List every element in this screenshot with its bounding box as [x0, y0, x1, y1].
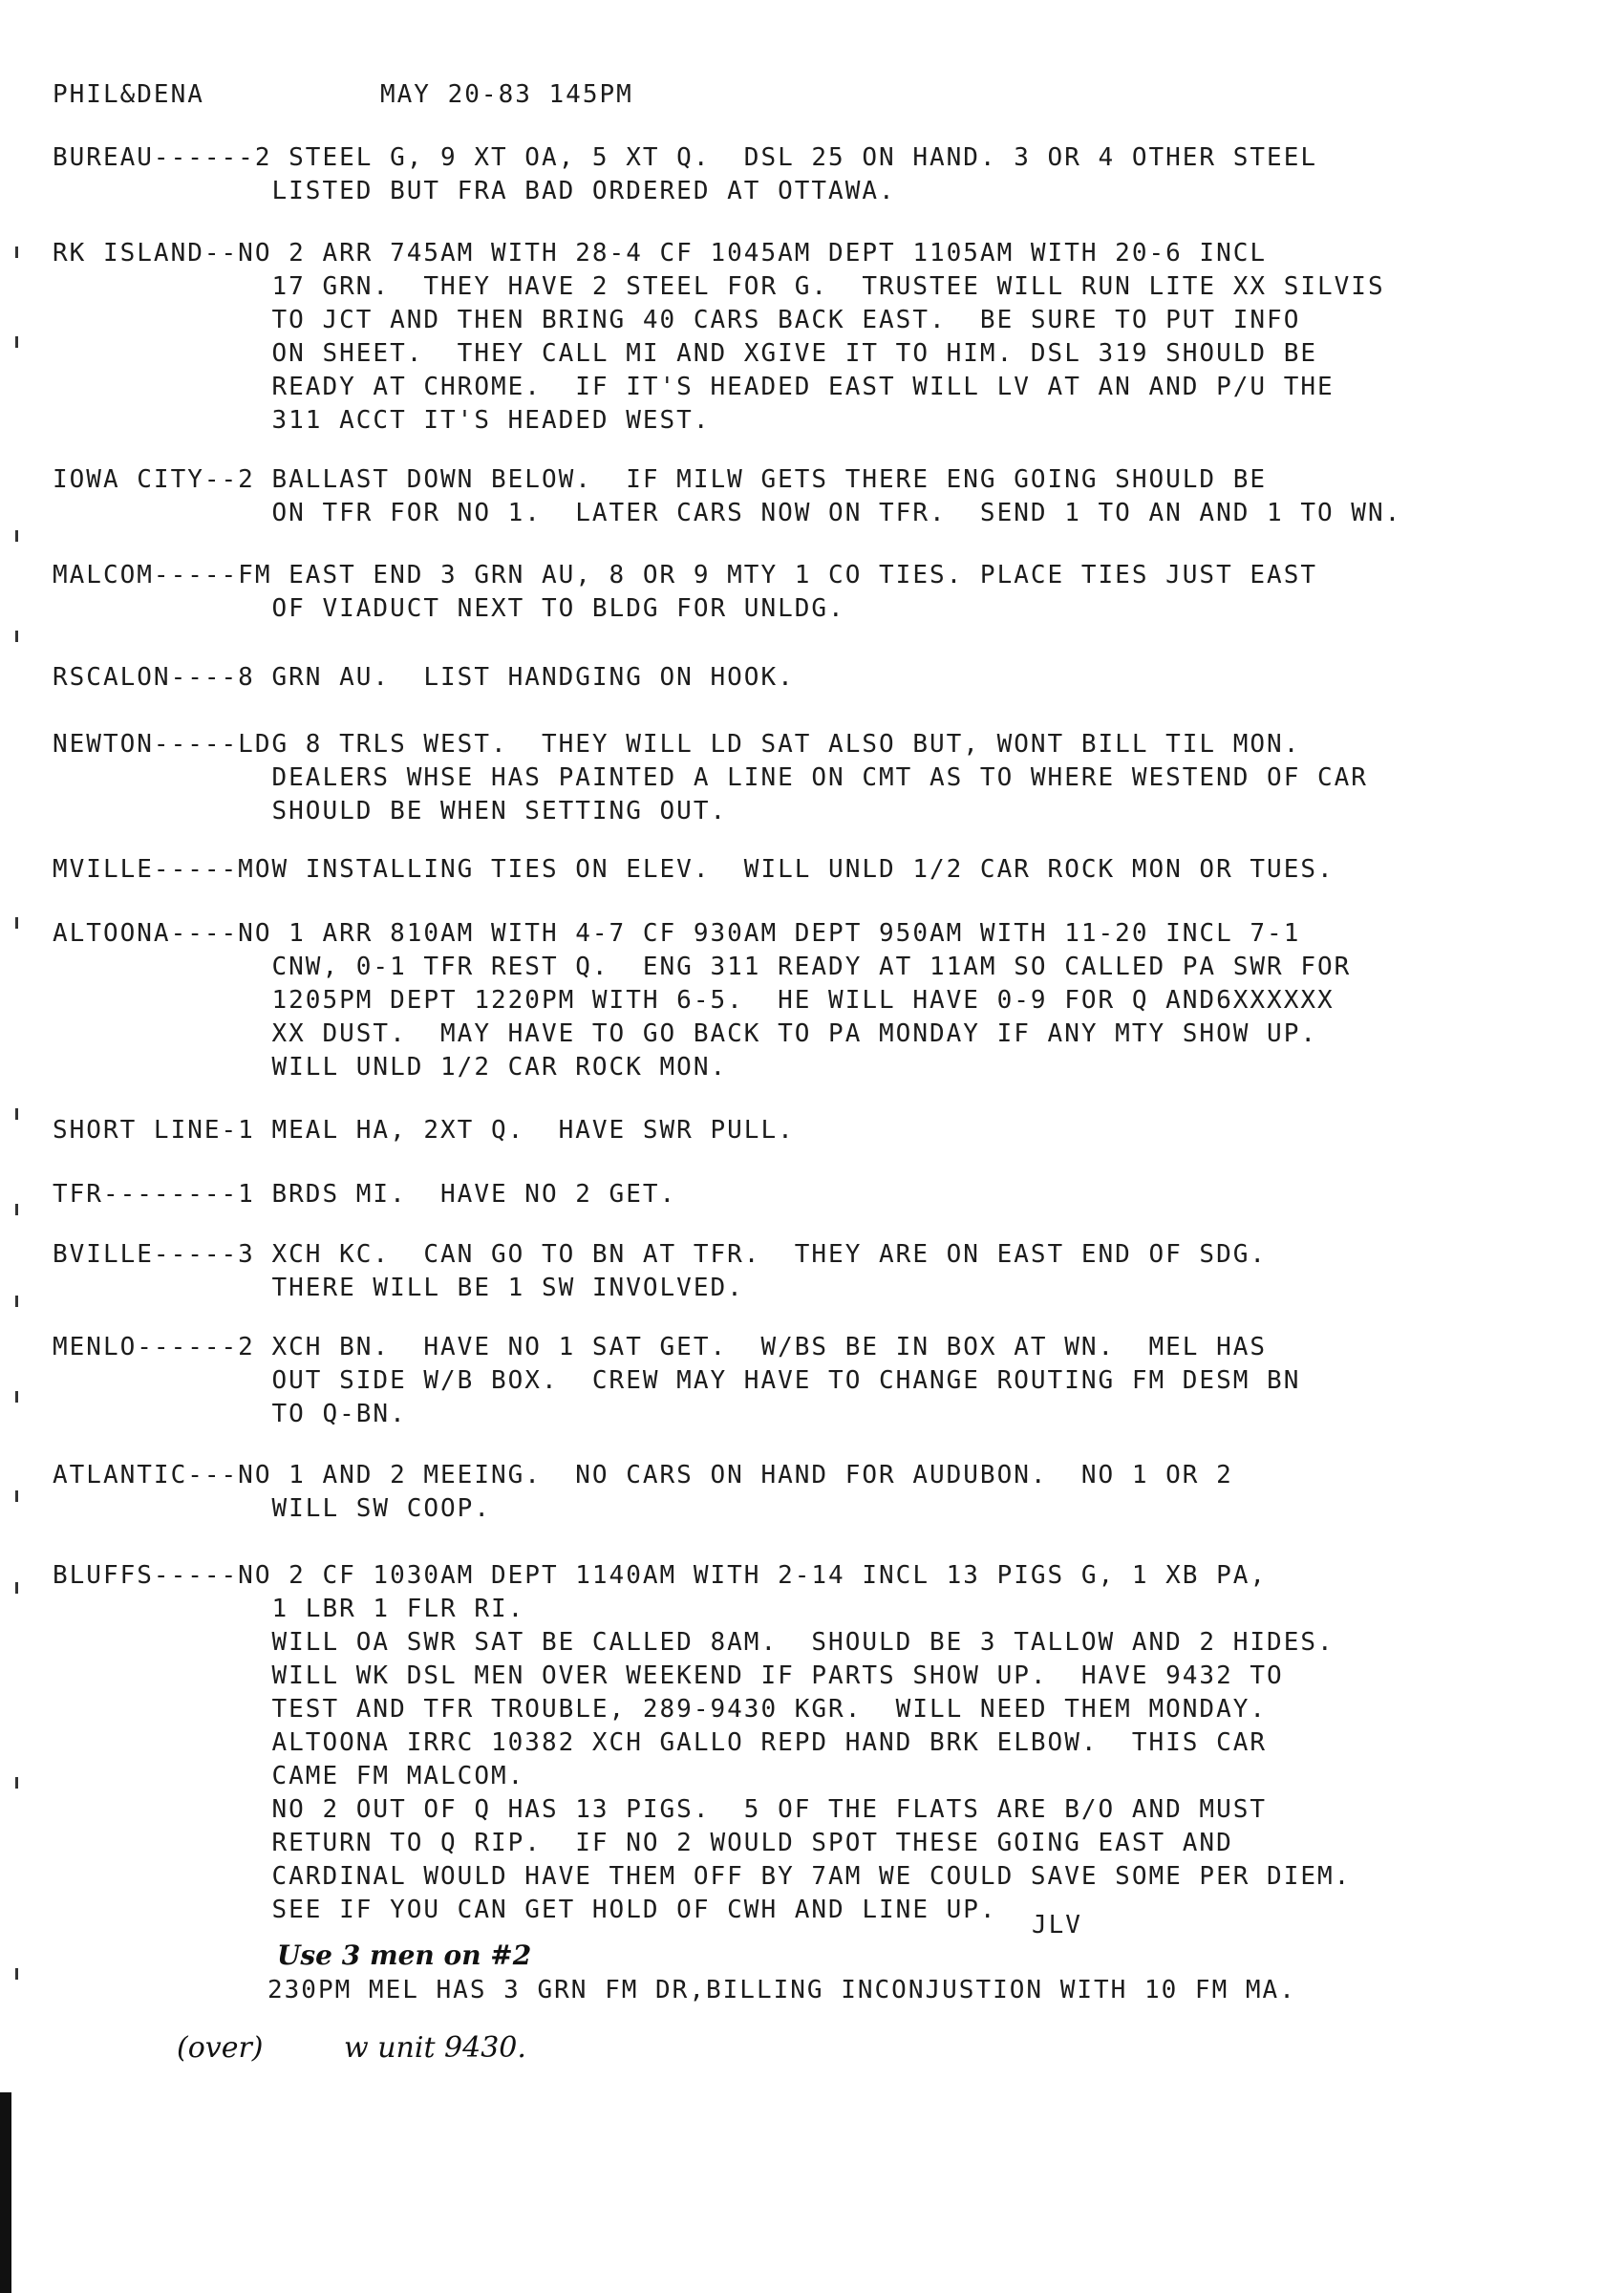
report-line: 1205PM DEPT 1220PM WITH 6-5. HE WILL HAVE 0-9 FOR Q AND6XXXXXX [53, 986, 1335, 1015]
report-line: DEALERS WHSE HAS PAINTED A LINE ON CMT AS TO WHERE WESTEND OF CAR [53, 763, 1368, 792]
report-line: NEWTON-----LDG 8 TRLS WEST. THEY WILL LD SAT ALSO BUT, WONT BILL TIL MON. [53, 730, 1301, 759]
station-report [53, 1238, 1581, 1305]
report-line: READY AT CHROME. IF IT'S HEADED EAST WILL LV AT AN AND P/U THE [53, 373, 1335, 401]
handwritten-note: Use 3 men on #2 [277, 1939, 532, 1971]
report-line: OF VIADUCT NEXT TO BLDG FOR UNLDG. [53, 594, 845, 623]
report-line: NO 2 OUT OF Q HAS 13 PIGS. 5 OF THE FLATS ARE B/O AND MUST [53, 1795, 1268, 1824]
report-line: ATLANTIC---NO 1 AND 2 MEEING. NO CARS ON HAND FOR AUDUBON. NO 1 OR 2 [53, 1461, 1233, 1489]
margin-tick-mark [15, 1391, 18, 1403]
report-line: RK ISLAND--NO 2 ARR 745AM WITH 28-4 CF 1045AM DEPT 1105AM WITH 20-6 INCL [53, 239, 1268, 268]
report-line: CARDINAL WOULD HAVE THEM OFF BY 7AM WE COULD SAVE SOME PER DIEM. [53, 1862, 1352, 1891]
margin-tick-mark [15, 1204, 18, 1215]
report-line: CAME FM MALCOM. [53, 1762, 525, 1790]
station-report [53, 728, 1581, 828]
report-line: TFR--------1 BRDS MI. HAVE NO 2 GET. [53, 1180, 677, 1209]
report-line: BLUFFS-----NO 2 CF 1030AM DEPT 1140AM WITH 2-14 INCL 13 PIGS G, 1 XB PA, [53, 1561, 1268, 1590]
margin-tick-mark [15, 1296, 18, 1307]
header-date-time: MAY 20-83 145PM [380, 80, 633, 109]
report-line: WILL UNLD 1/2 CAR ROCK MON. [53, 1053, 728, 1082]
margin-tick-mark [15, 336, 18, 348]
station-report [53, 661, 1581, 695]
final-note-line: 230PM MEL HAS 3 GRN FM DR,BILLING INCONJUSTION WITH 10 FM MA. [267, 1976, 1296, 2004]
station-report [53, 1331, 1581, 1431]
station-report [53, 853, 1581, 887]
report-line: 17 GRN. THEY HAVE 2 STEEL FOR G. TRUSTEE WILL RUN LITE XX SILVIS [53, 272, 1385, 301]
station-report [53, 1559, 1581, 1927]
report-line: ON SHEET. THEY CALL MI AND XGIVE IT TO HIM. DSL 319 SHOULD BE [53, 339, 1317, 368]
report-line: TO Q-BN. [53, 1400, 407, 1428]
report-line: RSCALON----8 GRN AU. LIST HANDGING ON HOOK. [53, 663, 795, 692]
report-line: SEE IF YOU CAN GET HOLD OF CWH AND LINE UP. [53, 1896, 997, 1924]
report-line: ON TFR FOR NO 1. LATER CARS NOW ON TFR. SEND 1 TO AN AND 1 TO WN. [53, 499, 1402, 527]
report-line: 1 LBR 1 FLR RI. [53, 1595, 525, 1623]
report-line: ALTOONA----NO 1 ARR 810AM WITH 4-7 CF 930AM DEPT 950AM WITH 11-20 INCL 7-1 [53, 919, 1301, 948]
report-line: OUT SIDE W/B BOX. CREW MAY HAVE TO CHANGE ROUTING FM DESM BN [53, 1366, 1301, 1395]
station-report [53, 559, 1581, 626]
report-line: TO JCT AND THEN BRING 40 CARS BACK EAST. BE SURE TO PUT INFO [53, 306, 1301, 334]
report-line: MVILLE-----MOW INSTALLING TIES ON ELEV. WILL UNLD 1/2 CAR ROCK MON OR TUES. [53, 855, 1335, 884]
margin-tick-mark [15, 530, 18, 542]
report-line: XX DUST. MAY HAVE TO GO BACK TO PA MONDAY IF ANY MTY SHOW UP. [53, 1019, 1317, 1048]
station-report [53, 1114, 1581, 1147]
station-report [53, 1459, 1581, 1526]
report-line: WILL WK DSL MEN OVER WEEKEND IF PARTS SHOW UP. HAVE 9432 TO [53, 1661, 1284, 1690]
margin-tick-mark [15, 1777, 18, 1789]
station-report [53, 1178, 1581, 1211]
station-report [53, 463, 1581, 530]
margin-tick-mark [15, 1582, 18, 1594]
report-line: LISTED BUT FRA BAD ORDERED AT OTTAWA. [53, 177, 896, 205]
handwritten-over: (over) [177, 2031, 264, 2065]
margin-tick-mark [15, 631, 18, 642]
report-line: RETURN TO Q RIP. IF NO 2 WOULD SPOT THESE GOING EAST AND [53, 1829, 1233, 1857]
report-line: WILL OA SWR SAT BE CALLED 8AM. SHOULD BE 3 TALLOW AND 2 HIDES. [53, 1628, 1335, 1657]
report-line: TEST AND TFR TROUBLE, 289-9430 KGR. WILL NEED THEM MONDAY. [53, 1695, 1268, 1724]
scan-edge-shadow [0, 2092, 11, 2293]
report-line: MALCOM-----FM EAST END 3 GRN AU, 8 OR 9 MTY 1 CO TIES. PLACE TIES JUST EAST [53, 561, 1317, 589]
report-line: BVILLE-----3 XCH KC. CAN GO TO BN AT TFR. THEY ARE ON EAST END OF SDG. [53, 1240, 1268, 1269]
report-line: WILL SW COOP. [53, 1494, 491, 1523]
station-report [53, 237, 1581, 438]
station-report [53, 917, 1581, 1084]
report-line: THERE WILL BE 1 SW INVOLVED. [53, 1274, 744, 1302]
margin-tick-mark [15, 1108, 18, 1120]
margin-tick-mark [15, 917, 18, 929]
report-line: SHOULD BE WHEN SETTING OUT. [53, 797, 728, 825]
report-line: ALTOONA IRRC 10382 XCH GALLO REPD HAND BRK ELBOW. THIS CAR [53, 1728, 1268, 1757]
report-line: MENLO------2 XCH BN. HAVE NO 1 SAT GET. W/BS BE IN BOX AT WN. MEL HAS [53, 1333, 1268, 1361]
header-names: PHIL&DENA [53, 80, 204, 109]
report-line: SHORT LINE-1 MEAL HA, 2XT Q. HAVE SWR PULL. [53, 1116, 795, 1145]
report-line: IOWA CITY--2 BALLAST DOWN BELOW. IF MILW GETS THERE ENG GOING SHOULD BE [53, 465, 1268, 494]
margin-tick-mark [15, 1490, 18, 1502]
report-line: BUREAU------2 STEEL G, 9 XT OA, 5 XT Q. DSL 25 ON HAND. 3 OR 4 OTHER STEEL [53, 143, 1317, 172]
report-line: CNW, 0-1 TFR REST Q. ENG 311 READY AT 11AM SO CALLED PA SWR FOR [53, 953, 1352, 981]
margin-tick-mark [15, 1968, 18, 1980]
report-line: 311 ACCT IT'S HEADED WEST. [53, 406, 711, 435]
margin-tick-mark [15, 246, 18, 258]
handwritten-unit-note: w unit 9430. [344, 2031, 526, 2065]
signature-initials: JLV [1032, 1911, 1082, 1939]
station-report [53, 141, 1581, 208]
